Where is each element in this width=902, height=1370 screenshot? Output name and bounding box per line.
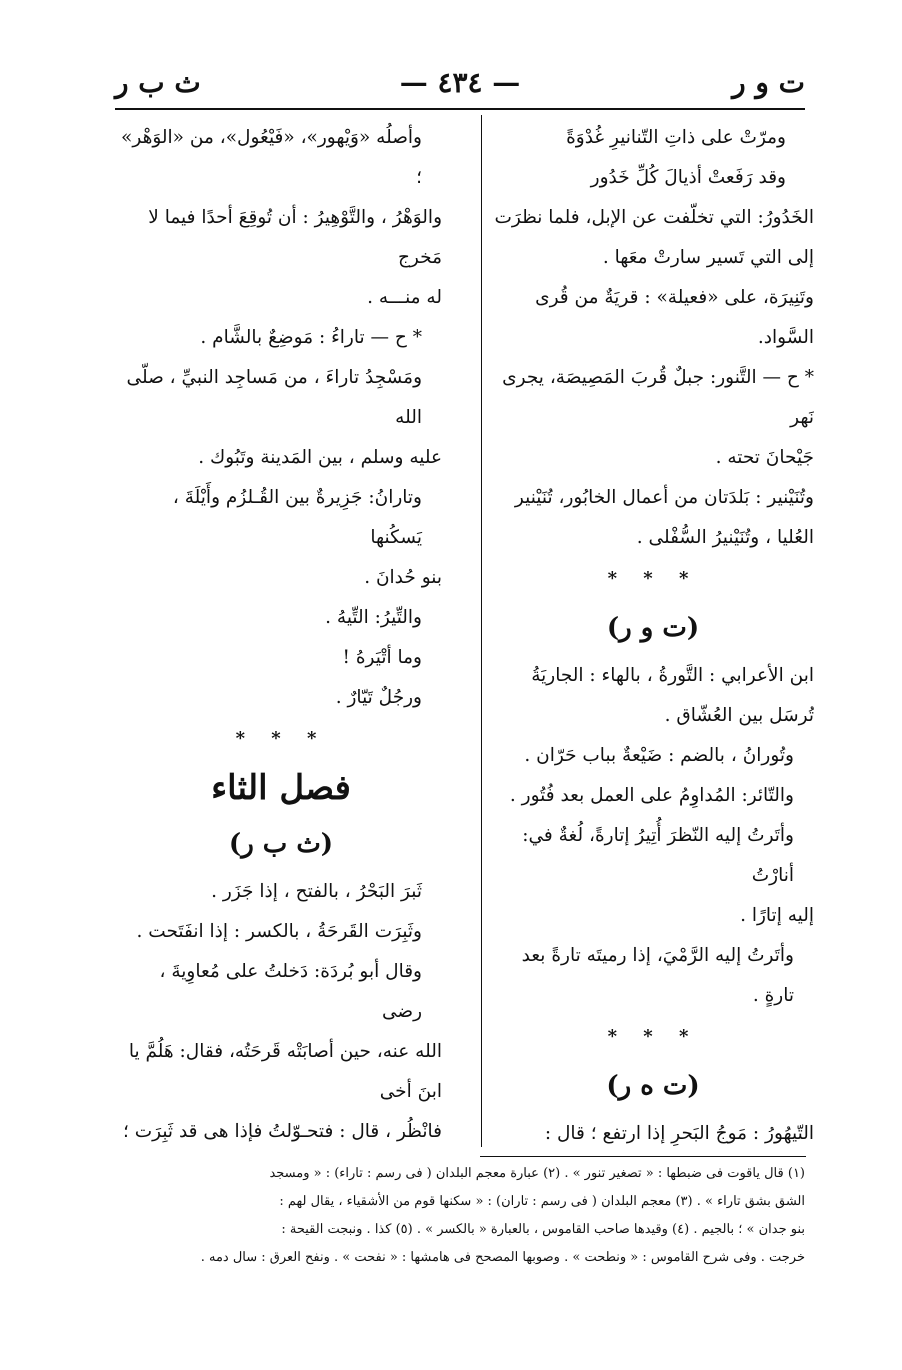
right-text-line: وتَنِيرَة، على «فعيلة» : قريَةٌ من قُرى السَّواد.	[535, 287, 814, 348]
right-text-line: تُرسَل بين العُشّاق .	[664, 705, 814, 726]
left-entry-line: وما أتْيَرهُ !	[342, 647, 422, 668]
left-text-line: عليه وسلم ، بين المَدينة وتَبُوك .	[198, 447, 442, 468]
footnote-line: خرجت . وفى شرح القاموس : « ونطحت » . وصوبها المصحح فى هامشها : « نفحت » . ونفح العرق : سال دمه .	[200, 1250, 805, 1265]
right-root-heading: (ت و ر)	[606, 613, 700, 643]
right-entry-line: وأتَرتُ إليه النّظرَ أُتِيرُ إتارةً، لُغةٌ في: أنارْتُ	[522, 825, 794, 886]
right-root-heading: (ت ه ر)	[606, 1071, 700, 1101]
right-entry-line: وأتَرتُ إليه الرَّمْيَ، إذا رميتَه تارةً بعد تارةٍ .	[521, 945, 794, 1006]
left-entry-line: ثَبرَ البَحْرُ ، بالفتح ، إذا جَزَر .	[211, 881, 422, 902]
right-text-line: التّيهُورُ : مَوجُ البَحرِ إذا ارتفع ؛ قال :	[544, 1123, 814, 1144]
right-text-line: إلى التي تَسير سارتْ معَها .	[602, 247, 814, 268]
left-entry-line: والتِّيرُ: التِّيهُ .	[325, 607, 422, 628]
right-text-line: * ح — التَّنور: جبلٌ قُربَ المَصِيصَة، يجرى نَهر	[502, 367, 814, 428]
left-entry-line: وقال أبو بُردَة: دَخلتُ على مُعاوِيةَ ، رضى	[159, 961, 422, 1022]
right-verse-line: ومرّتْ على ذاتِ التّنانيرِ غُدْوَةً	[566, 127, 786, 148]
left-text-line: فانْظُر ، قال : فتحـوّلتُ فإذا هى قد ثَبِرَت ؛	[122, 1121, 442, 1142]
header-root-right: ت و ر	[732, 66, 805, 99]
right-entry-line: وتُورانُ ، بالضم : ضَيْعةٌ بباب حَرّان .	[524, 745, 794, 766]
left-entry-line: ومَسْجِدُ تاراءَ ، من مَساجِد النبيِّ ، صلّى الله	[126, 367, 422, 428]
header-root-left: ث ب ر	[115, 66, 201, 99]
footnote-rule	[480, 1156, 806, 1157]
left-text-line: الله عنه، حين أصابَتْه قَرحَتُه، فقال: هَلُمَّ يا ابنَ أخى	[128, 1041, 442, 1102]
left-chapter-heading: فصل الثاء	[211, 768, 351, 808]
left-entry-line: ورجُلٌ تَيّارٌ .	[335, 687, 422, 708]
left-entry-line: * ح — تاراءُ : مَوضِعٌ بالشَّام .	[200, 327, 422, 348]
left-entry-line: وثَبِرَت القَرحَةُ ، بالكسر : إذا انفَتَحت .	[136, 921, 422, 942]
right-text-line: الخَدُورُ: التي تخلّفت عن الإبل، فلما نظرَت	[494, 207, 814, 228]
left-column	[120, 118, 442, 1148]
right-text-line: إليه إتارًا .	[740, 905, 814, 926]
header-rule	[115, 108, 805, 110]
left-text-line: والوَهْرُ ، والتَّوْهِيرُ : أن تُوقِعَ أحدًا فيما لا مَخرج	[148, 207, 442, 268]
right-verse-line: وقد رَفَعتْ أذيالَ كُلِّ خَدُور	[590, 167, 786, 188]
left-entry-line: وتارانُ: جَزِيرةٌ بين القُـلزُم وأَيْلَةَ ، يَسكُنها	[172, 487, 422, 548]
right-text-line: العُليا ، وتُنَيْنيرُ السُّفْلى .	[636, 527, 814, 548]
left-section-separator: * * *	[235, 728, 327, 749]
right-entry-line: والتّائر: المُداوِمُ على العمل بعد فُتُور .	[509, 785, 794, 806]
right-section-separator: * * *	[607, 1026, 699, 1047]
right-column	[492, 118, 814, 1148]
right-text-line: وتُنَيْنير : بَلدَتان من أعمال الخابُور، تُنَيْنير	[514, 487, 814, 508]
right-section-separator: * * *	[607, 568, 699, 589]
footnote-line: بنو جدان » ؛ بالجيم . (٤) وقيدها صاحب القاموس ، بالعبارة « بالكسر » . (٥) كذا . ونبجت القيحة :	[281, 1222, 805, 1237]
right-text-line: ابن الأعرابي : التَّورةُ ، بالهاء : الجاريَةُ	[531, 665, 814, 686]
footnote-line: الشق بشق تاراء » . (٣) معجم البلدان ( فى رسم : تاران) : « سكنها قوم من الأشقياء ، يقال لهم :	[279, 1194, 805, 1209]
page-header	[115, 58, 805, 108]
footnote-line: (١) قال ياقوت فى ضبطها : « تصغير تنور » . (٢) عبارة معجم البلدان ( فى رسم : تاراء) : « ومسجد	[269, 1166, 805, 1181]
left-root-heading: (ث ب ر)	[228, 829, 334, 859]
footnotes	[115, 1160, 805, 1290]
left-entry-line: وأصلُه «وَيْهور»، «فَيْعُول»، من «الوَهْر» ؛	[121, 127, 422, 188]
left-text-line: له منـــه .	[367, 287, 442, 308]
right-text-line: جَيْحانَ تحته .	[715, 447, 814, 468]
left-text-line: بنو حُدانَ .	[364, 567, 442, 588]
page-number: — ٤٣٤ —	[399, 66, 521, 99]
column-divider	[481, 115, 482, 1147]
